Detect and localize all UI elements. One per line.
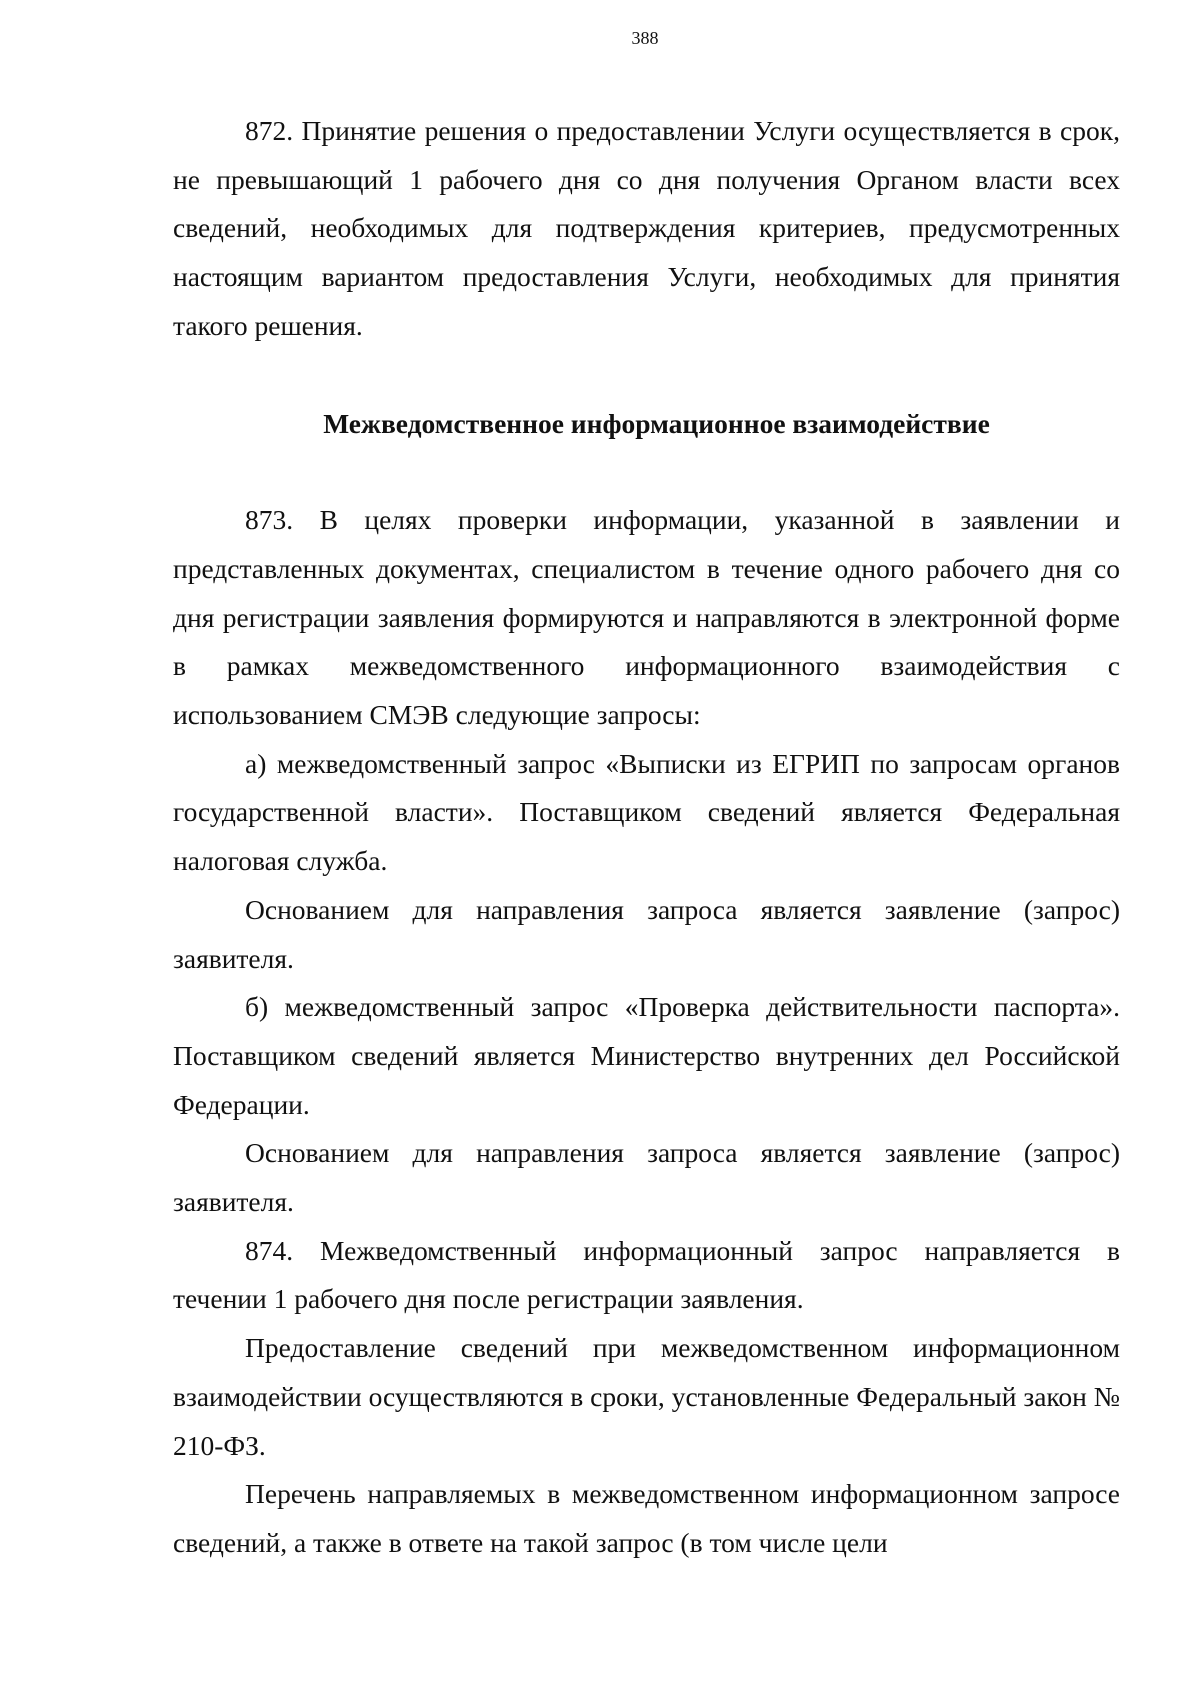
paragraph-873: 873. В целях проверки информации, указанной в заявлении и представленных документах, специалистом в течение одного рабочего дня со дня регистрации заявления формируются и направляются в электронной форме в рамках межведомственного информационного взаимодействия с использованием СМЭВ следующие запросы: bbox=[173, 504, 1120, 731]
section-heading: Межведомственное информационное взаимодействие bbox=[323, 407, 990, 439]
paragraph-basis-a: Основанием для направления запроса является заявление (запрос) заявителя. bbox=[173, 893, 1120, 974]
paragraph-872: 872. Принятие решения о предоставлении Услуги осуществляется в срок, не превышающий 1 рабочего дня со дня получения Органом власти всех сведений, необходимых для подтверждения критериев, предусмотренных настоящим вариантом предоставления Услуги, необходимых для принятия такого решения. bbox=[173, 115, 1120, 341]
paragraph-list-of-data: Перечень направляемых в межведомственном информационном запросе сведений, а также в ответе на такой запрос (в том числе цели bbox=[173, 1478, 1120, 1558]
paragraph-873-b: б) межведомственный запрос «Проверка действительности паспорта». Поставщиком сведений является Министерство внутренних дел Российской Федерации. bbox=[173, 991, 1120, 1120]
document-body bbox=[173, 107, 1120, 1568]
paragraph-provision-terms: Предоставление сведений при межведомственном информационном взаимодействии осуществляются в сроки, установленные Федеральный закон № 210-ФЗ. bbox=[173, 1332, 1120, 1461]
page-number: 388 bbox=[631, 28, 659, 48]
paragraph-874: 874. Межведомственный информационный запрос направляется в течении 1 рабочего дня после регистрации заявления. bbox=[173, 1234, 1120, 1315]
paragraph-873-a: а) межведомственный запрос «Выписки из ЕГРИП по запросам органов государственной власти». Поставщиком сведений является Федеральная налоговая служба. bbox=[173, 747, 1120, 877]
paragraph-basis-b: Основанием для направления запроса является заявление (запрос) заявителя. bbox=[173, 1137, 1120, 1218]
